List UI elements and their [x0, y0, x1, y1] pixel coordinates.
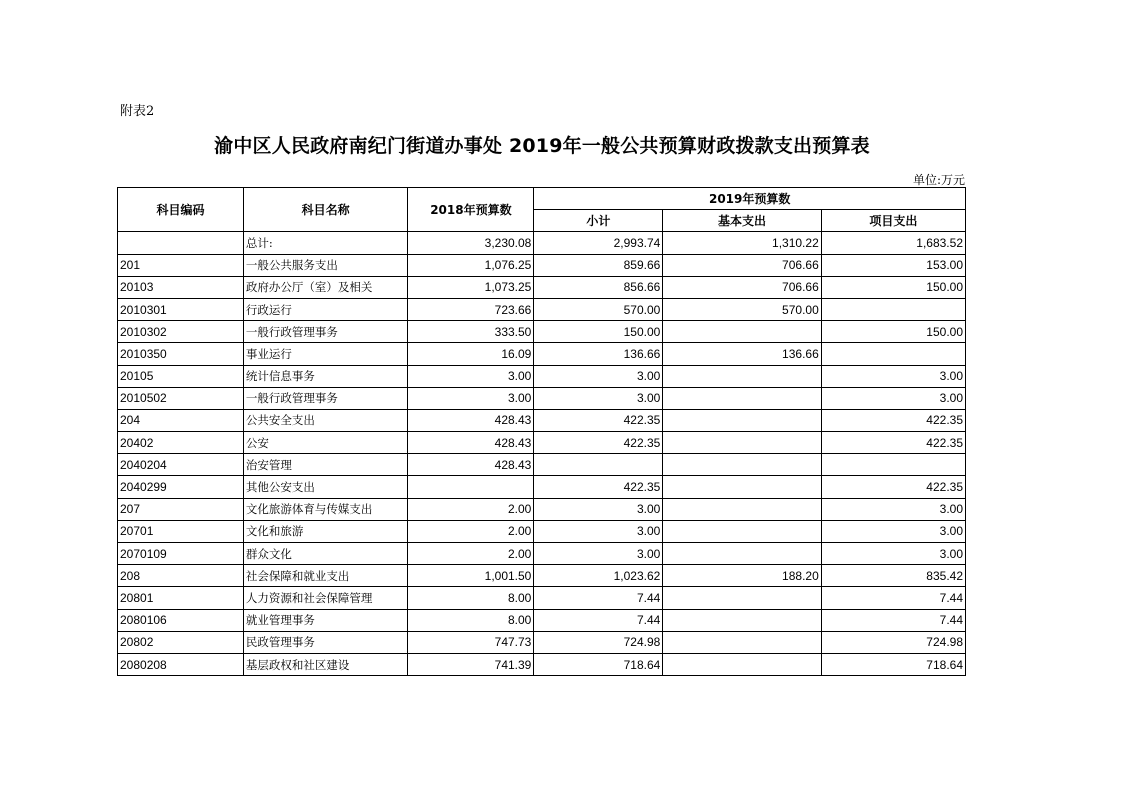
- cell-project: 724.98: [821, 631, 965, 653]
- table-row: [118, 498, 966, 520]
- cell-subtotal: 2,993.74: [534, 232, 663, 254]
- cell-basic: 136.66: [663, 343, 821, 365]
- cell-code: 20801: [118, 587, 244, 609]
- header-budget-2018: 2018年预算数: [408, 188, 534, 232]
- cell-budget-2018: 8.00: [408, 587, 534, 609]
- cell-code: 20802: [118, 631, 244, 653]
- cell-name: 公共安全支出: [243, 409, 408, 431]
- cell-basic: [663, 476, 821, 498]
- cell-name: 民政管理事务: [243, 631, 408, 653]
- cell-code: [118, 232, 244, 254]
- cell-subtotal: 724.98: [534, 631, 663, 653]
- table-row: [118, 565, 966, 587]
- cell-budget-2018: 428.43: [408, 409, 534, 431]
- cell-name: 一般公共服务支出: [243, 254, 408, 276]
- table-row: [118, 609, 966, 631]
- cell-code: 2080106: [118, 609, 244, 631]
- cell-name: 事业运行: [243, 343, 408, 365]
- cell-name: 政府办公厅（室）及相关: [243, 276, 408, 298]
- table-row: [118, 343, 966, 365]
- cell-name: 文化和旅游: [243, 520, 408, 542]
- cell-name: 就业管理事务: [243, 609, 408, 631]
- cell-code: 204: [118, 409, 244, 431]
- cell-basic: [663, 520, 821, 542]
- cell-code: 2010350: [118, 343, 244, 365]
- cell-budget-2018: 16.09: [408, 343, 534, 365]
- cell-subtotal: 136.66: [534, 343, 663, 365]
- cell-name: 治安管理: [243, 454, 408, 476]
- cell-project: [821, 298, 965, 320]
- cell-project: 7.44: [821, 609, 965, 631]
- cell-name: 群众文化: [243, 543, 408, 565]
- cell-name: 公安: [243, 432, 408, 454]
- cell-budget-2018: 428.43: [408, 432, 534, 454]
- cell-project: 150.00: [821, 321, 965, 343]
- cell-code: 207: [118, 498, 244, 520]
- table-row: [118, 454, 966, 476]
- cell-name: 基层政权和社区建设: [243, 653, 408, 675]
- cell-basic: [663, 387, 821, 409]
- cell-name: 统计信息事务: [243, 365, 408, 387]
- cell-budget-2018: 747.73: [408, 631, 534, 653]
- cell-project: 718.64: [821, 653, 965, 675]
- cell-basic: 570.00: [663, 298, 821, 320]
- cell-project: 1,683.52: [821, 232, 965, 254]
- cell-subtotal: 856.66: [534, 276, 663, 298]
- cell-basic: [663, 321, 821, 343]
- table-row: [118, 476, 966, 498]
- cell-subtotal: 3.00: [534, 498, 663, 520]
- cell-budget-2018: 2.00: [408, 543, 534, 565]
- cell-subtotal: [534, 454, 663, 476]
- header-basic: 基本支出: [663, 210, 821, 232]
- attachment-label: 附表2: [120, 104, 155, 119]
- cell-basic: 706.66: [663, 254, 821, 276]
- table-row: [118, 254, 966, 276]
- cell-subtotal: 7.44: [534, 609, 663, 631]
- cell-subtotal: 3.00: [534, 543, 663, 565]
- cell-budget-2018: 333.50: [408, 321, 534, 343]
- cell-basic: [663, 609, 821, 631]
- cell-project: [821, 454, 965, 476]
- cell-name: 人力资源和社会保障管理: [243, 587, 408, 609]
- cell-project: 422.35: [821, 432, 965, 454]
- table-row: [118, 276, 966, 298]
- cell-subtotal: 859.66: [534, 254, 663, 276]
- cell-basic: [663, 653, 821, 675]
- cell-code: 20103: [118, 276, 244, 298]
- cell-project: 3.00: [821, 365, 965, 387]
- table-row: [118, 387, 966, 409]
- cell-basic: 706.66: [663, 276, 821, 298]
- cell-code: 2040204: [118, 454, 244, 476]
- page-title: 渝中区人民政府南纪门街道办事处 2019年一般公共预算财政拨款支出预算表: [214, 135, 870, 157]
- cell-project: 153.00: [821, 254, 965, 276]
- cell-project: 835.42: [821, 565, 965, 587]
- budget-table: [117, 187, 966, 676]
- cell-budget-2018: 8.00: [408, 609, 534, 631]
- cell-project: 7.44: [821, 587, 965, 609]
- cell-budget-2018: [408, 476, 534, 498]
- cell-code: 2010502: [118, 387, 244, 409]
- cell-project: 3.00: [821, 520, 965, 542]
- cell-budget-2018: 1,001.50: [408, 565, 534, 587]
- cell-subtotal: 150.00: [534, 321, 663, 343]
- table-row: [118, 653, 966, 675]
- table-row: [118, 432, 966, 454]
- cell-subtotal: 422.35: [534, 409, 663, 431]
- cell-subtotal: 1,023.62: [534, 565, 663, 587]
- cell-code: 2080208: [118, 653, 244, 675]
- cell-code: 2070109: [118, 543, 244, 565]
- cell-subtotal: 570.00: [534, 298, 663, 320]
- cell-name: 其他公安支出: [243, 476, 408, 498]
- cell-name: 总计:: [243, 232, 408, 254]
- cell-project: 422.35: [821, 409, 965, 431]
- cell-name: 行政运行: [243, 298, 408, 320]
- cell-subtotal: 3.00: [534, 387, 663, 409]
- cell-subtotal: 3.00: [534, 365, 663, 387]
- cell-subtotal: 3.00: [534, 520, 663, 542]
- cell-basic: [663, 631, 821, 653]
- cell-code: 2010301: [118, 298, 244, 320]
- cell-name: 文化旅游体育与传媒支出: [243, 498, 408, 520]
- table-row: [118, 409, 966, 431]
- cell-code: 20105: [118, 365, 244, 387]
- header-code: 科目编码: [118, 188, 244, 232]
- cell-basic: [663, 543, 821, 565]
- cell-project: 3.00: [821, 387, 965, 409]
- header-subtotal: 小计: [534, 210, 663, 232]
- table-row: [118, 543, 966, 565]
- cell-subtotal: 422.35: [534, 432, 663, 454]
- cell-project: 3.00: [821, 498, 965, 520]
- cell-basic: [663, 409, 821, 431]
- table-body: [118, 232, 966, 676]
- table-row: [118, 520, 966, 542]
- cell-basic: [663, 498, 821, 520]
- cell-code: 2010302: [118, 321, 244, 343]
- cell-basic: [663, 432, 821, 454]
- cell-budget-2018: 1,073.25: [408, 276, 534, 298]
- cell-name: 一般行政管理事务: [243, 387, 408, 409]
- cell-code: 20701: [118, 520, 244, 542]
- header-name: 科目名称: [243, 188, 408, 232]
- cell-code: 208: [118, 565, 244, 587]
- cell-budget-2018: 741.39: [408, 653, 534, 675]
- cell-code: 20402: [118, 432, 244, 454]
- unit-label: 单位:万元: [912, 173, 965, 187]
- table-row: [118, 587, 966, 609]
- cell-basic: [663, 587, 821, 609]
- cell-basic: 188.20: [663, 565, 821, 587]
- cell-budget-2018: 1,076.25: [408, 254, 534, 276]
- cell-project: 3.00: [821, 543, 965, 565]
- cell-subtotal: 422.35: [534, 476, 663, 498]
- cell-budget-2018: 3,230.08: [408, 232, 534, 254]
- cell-name: 社会保障和就业支出: [243, 565, 408, 587]
- cell-name: 一般行政管理事务: [243, 321, 408, 343]
- cell-code: 201: [118, 254, 244, 276]
- table-row: [118, 365, 966, 387]
- cell-project: 150.00: [821, 276, 965, 298]
- cell-basic: 1,310.22: [663, 232, 821, 254]
- cell-project: [821, 343, 965, 365]
- table-header: [118, 188, 966, 232]
- cell-budget-2018: 3.00: [408, 387, 534, 409]
- cell-budget-2018: 3.00: [408, 365, 534, 387]
- cell-project: 422.35: [821, 476, 965, 498]
- cell-budget-2018: 428.43: [408, 454, 534, 476]
- table-row: [118, 298, 966, 320]
- header-project: 项目支出: [821, 210, 965, 232]
- cell-budget-2018: 723.66: [408, 298, 534, 320]
- table-row: [118, 631, 966, 653]
- header-budget-2019: 2019年预算数: [534, 188, 966, 210]
- cell-budget-2018: 2.00: [408, 498, 534, 520]
- table-row: [118, 232, 966, 254]
- cell-subtotal: 718.64: [534, 653, 663, 675]
- cell-subtotal: 7.44: [534, 587, 663, 609]
- cell-code: 2040299: [118, 476, 244, 498]
- table-row: [118, 321, 966, 343]
- cell-basic: [663, 365, 821, 387]
- cell-basic: [663, 454, 821, 476]
- cell-budget-2018: 2.00: [408, 520, 534, 542]
